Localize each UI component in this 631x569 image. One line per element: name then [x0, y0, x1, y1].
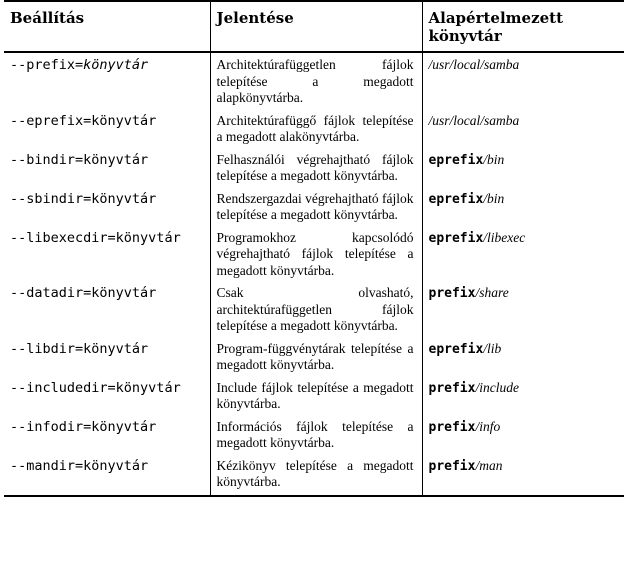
- option-cell: [4, 148, 210, 187]
- default-variable: prefix: [428, 458, 476, 474]
- default-variable: prefix: [428, 419, 476, 435]
- default-path: /bin: [483, 151, 505, 167]
- table-row: [4, 52, 624, 109]
- option-argument: könyvtár: [115, 379, 181, 396]
- option-cell: [4, 52, 210, 109]
- default-dir-cell: [422, 376, 624, 415]
- option-argument: könyvtár: [83, 340, 149, 357]
- default-dir-cell: [422, 148, 624, 187]
- description-cell: Csak olvasható, architektúrafüggetlen fájlok telepítése a megadott könyvtárba.: [210, 281, 422, 337]
- default-path: /lib: [483, 340, 502, 356]
- default-dir-cell: [422, 337, 624, 376]
- option-argument: könyvtár: [91, 418, 157, 435]
- default-variable: prefix: [428, 286, 476, 301]
- option-argument: könyvtár: [83, 151, 149, 168]
- option-argument: könyvtár: [91, 112, 157, 129]
- option-cell: [4, 376, 210, 415]
- configure-options-table: [4, 0, 624, 497]
- option-cell: [4, 454, 210, 496]
- description-cell: Architektúrafüggő fájlok telepítése a megadott alakönyvtárba.: [210, 109, 422, 148]
- default-dir-cell: [422, 454, 624, 496]
- default-path: /usr/local/samba: [428, 112, 520, 128]
- table-row: [4, 454, 624, 496]
- option-argument: könyvtár: [115, 229, 181, 246]
- default-path: /libexec: [483, 229, 526, 245]
- table-row: [4, 187, 624, 226]
- option-flag: --includedir=: [10, 379, 116, 396]
- default-dir-cell: [422, 281, 624, 337]
- description-cell: Rendszergazdai végrehajtható fájlok telepítése a megadott könyvtárba.: [210, 187, 422, 226]
- default-dir-cell: [422, 109, 624, 148]
- option-cell: [4, 109, 210, 148]
- option-cell: [4, 281, 210, 337]
- default-path: /man: [475, 457, 503, 473]
- description-cell: Program-függvénytárak telepítése a megadott könyvtárba.: [210, 337, 422, 376]
- default-path: /bin: [483, 190, 505, 206]
- default-dir-cell: [422, 226, 624, 282]
- option-flag: --datadir=: [10, 285, 92, 301]
- option-argument: könyvtár: [83, 457, 149, 474]
- option-flag: --prefix=: [10, 57, 84, 73]
- description-cell: Kézikönyv telepítése a megadott könyvtárba.: [210, 454, 422, 496]
- default-path: /usr/local/samba: [428, 57, 520, 72]
- option-argument: könyvtár: [91, 190, 157, 207]
- description-cell: Include fájlok telepítése a megadott könyvtárba.: [210, 376, 422, 415]
- table-row: [4, 376, 624, 415]
- option-cell: [4, 337, 210, 376]
- description-cell: Felhasználói végrehajtható fájlok telepítése a megadott könyvtárba.: [210, 148, 422, 187]
- default-dir-cell: [422, 52, 624, 109]
- default-variable: eprefix: [428, 341, 484, 357]
- default-variable: eprefix: [428, 191, 484, 207]
- default-variable: prefix: [428, 380, 476, 396]
- option-flag: --eprefix=: [10, 112, 92, 129]
- description-cell: Információs fájlok telepítése a megadott könyvtárba.: [210, 415, 422, 454]
- table-row: [4, 337, 624, 376]
- description-cell: Programokhoz kapcsolódó végrehajtható fájlok telepítése a megadott könyvtárba.: [210, 226, 422, 282]
- option-cell: [4, 187, 210, 226]
- default-variable: eprefix: [428, 152, 484, 168]
- option-argument: könyvtár: [91, 285, 157, 301]
- default-path: /share: [475, 285, 509, 300]
- table-row: [4, 226, 624, 282]
- table-row: [4, 281, 624, 337]
- option-flag: --bindir=: [10, 151, 84, 168]
- description-cell: Architektúrafüggetlen fájlok telepítése a megadott alapkönyvtárba.: [210, 52, 422, 109]
- option-cell: [4, 226, 210, 282]
- table-body: [4, 52, 624, 496]
- header-row: [4, 1, 624, 52]
- option-flag: --mandir=: [10, 457, 84, 474]
- option-flag: --libdir=: [10, 340, 84, 357]
- default-variable: eprefix: [428, 230, 484, 246]
- default-dir-cell: [422, 187, 624, 226]
- default-path: /include: [475, 379, 519, 395]
- default-path: /info: [475, 418, 501, 434]
- table-row: [4, 415, 624, 454]
- option-flag: --sbindir=: [10, 190, 92, 207]
- option-flag: --infodir=: [10, 418, 92, 435]
- option-cell: [4, 415, 210, 454]
- header-default: Alapértelmezett könyvtár: [422, 1, 624, 52]
- table-row: [4, 148, 624, 187]
- table-row: [4, 109, 624, 148]
- option-argument: könyvtár: [83, 57, 149, 73]
- default-dir-cell: [422, 415, 624, 454]
- option-flag: --libexecdir=: [10, 229, 116, 246]
- header-meaning: Jelentése: [210, 1, 422, 52]
- header-option: Beállítás: [4, 1, 210, 52]
